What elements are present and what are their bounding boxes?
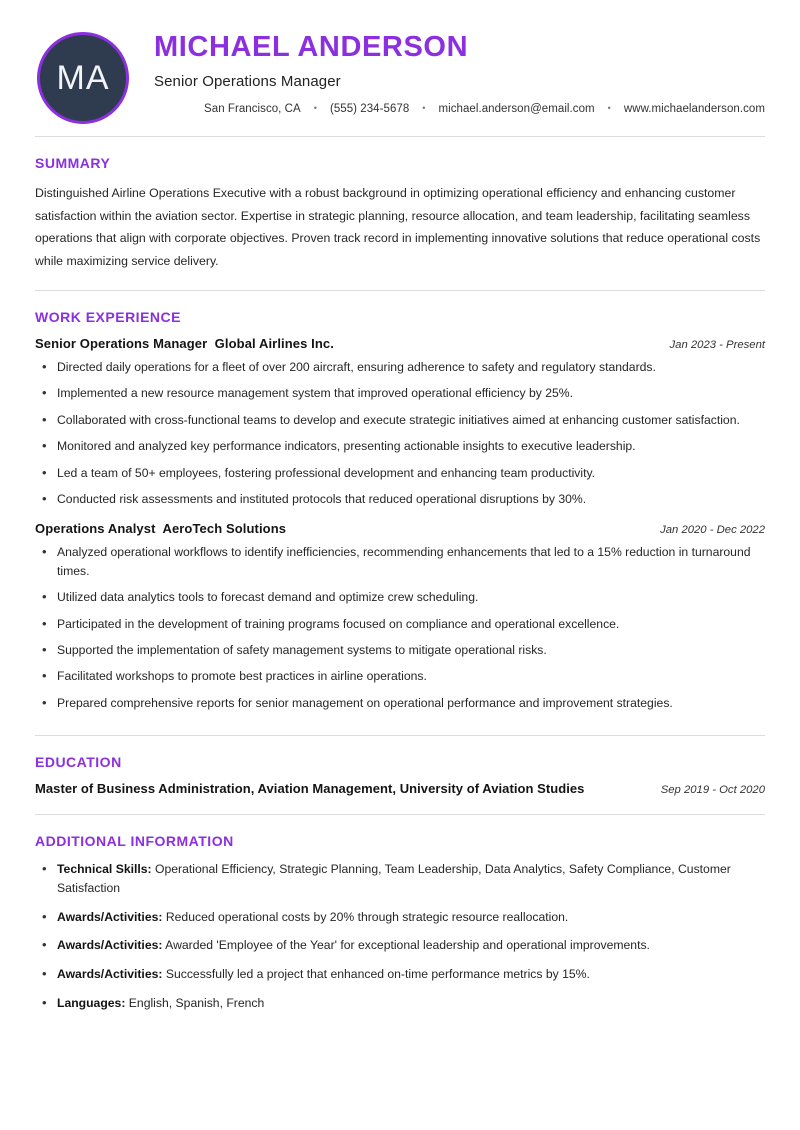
job-bullet: • Led a team of 50+ employees, fostering professional development and enhancing team productivity.: [35, 464, 765, 483]
job-header: [35, 336, 765, 351]
contact-location: San Francisco, CA: [204, 102, 301, 115]
avatar: [37, 32, 129, 124]
contact-website[interactable]: www.michaelanderson.com: [623, 102, 765, 115]
additional-info-list: [35, 860, 765, 1013]
additional-info-value: Reduced operational costs by 20% through strategic resource reallocation.: [162, 909, 569, 924]
avatar-initials: MA: [56, 59, 110, 97]
job-bullet: • Supported the implementation of safety management systems to mitigate operational risks.: [35, 641, 765, 660]
list-item: [35, 908, 765, 927]
divider-header: [35, 136, 765, 137]
additional-info-label: Languages:: [57, 996, 126, 1011]
contact-line: [154, 103, 767, 115]
divider-summary: [35, 290, 765, 291]
job-entry: [35, 521, 765, 713]
job-title-company: Senior Operations Manager Global Airlines Inc.: [35, 335, 334, 351]
section-education: [33, 754, 767, 796]
resume-header: [33, 0, 767, 136]
list-item: [35, 936, 765, 955]
job-title-company: Operations Analyst AeroTech Solutions: [35, 520, 287, 536]
additional-info-value: Awarded 'Employee of the Year' for exceptional leadership and operational improvements.: [162, 938, 650, 953]
additional-info-value: Successfully led a project that enhanced on-time performance metrics by 15%.: [162, 967, 590, 982]
job-bullet-list: [35, 543, 765, 713]
contact-separator-icon: •: [313, 103, 317, 114]
header-text-block: [154, 26, 767, 115]
job-bullet: • Prepared comprehensive reports for senior management on operational performance and improvement strategies.: [35, 694, 765, 713]
job-bullet: • Utilized data analytics tools to forecast demand and optimize crew scheduling.: [35, 588, 765, 607]
education-degree: Master of Business Administration, Aviation Management, University of Aviation Studies: [35, 780, 585, 796]
job-entry: [35, 336, 765, 509]
education-entry: [35, 781, 765, 796]
contact-email[interactable]: michael.anderson@email.com: [438, 102, 595, 115]
contact-separator-icon: •: [607, 103, 611, 114]
contact-separator-icon: •: [422, 103, 426, 114]
job-dates: Jan 2020 - Dec 2022: [660, 523, 765, 536]
divider-work-experience: [35, 735, 765, 736]
section-summary: [33, 155, 767, 273]
section-work-experience: [33, 309, 767, 735]
section-title-education: EDUCATION: [35, 753, 122, 770]
list-item: [35, 860, 765, 898]
job-bullet: • Implemented a new resource management system that improved operational efficiency by 25%.: [35, 384, 765, 403]
additional-info-label: Awards/Activities:: [57, 909, 163, 924]
section-title-work-experience: WORK EXPERIENCE: [35, 308, 181, 325]
job-dates: Jan 2023 - Present: [669, 338, 765, 351]
job-bullet: • Conducted risk assessments and instituted protocols that reduced operational disruptions by 30%.: [35, 490, 765, 509]
additional-info-value: English, Spanish, French: [125, 996, 265, 1011]
candidate-name: MICHAEL ANDERSON: [154, 31, 469, 63]
list-item: [35, 965, 765, 984]
list-item: [35, 994, 765, 1013]
job-bullet: • Facilitated workshops to promote best practices in airline operations.: [35, 667, 765, 686]
summary-text: Distinguished Airline Operations Executive with a robust background in optimizing operational efficiency and enhancing customer satisfaction within the aviation sector. Expertise in strategic planning, resource allocation, and team leadership, facilitating seamless operations that align with corporate objectives. Proven track record in implementing innovative solutions that reduce operational costs while maximizing service delivery.: [35, 186, 761, 269]
job-bullet: • Collaborated with cross-functional teams to develop and execute strategic initiatives aimed at enhancing customer satisfaction.: [35, 411, 765, 430]
job-bullet: • Monitored and analyzed key performance indicators, presenting actionable insights to executive leadership.: [35, 437, 765, 456]
section-title-additional-information: ADDITIONAL INFORMATION: [35, 832, 234, 849]
additional-info-value: Operational Efficiency, Strategic Planning, Team Leadership, Data Analytics, Safety Compliance, Customer Satisfaction: [57, 861, 731, 895]
section-additional-information: [33, 833, 767, 1013]
additional-info-label: Awards/Activities:: [57, 967, 163, 982]
candidate-job-title: Senior Operations Manager: [154, 72, 341, 90]
job-bullet: • Participated in the development of training programs focused on compliance and operational excellence.: [35, 615, 765, 634]
job-bullet: • Directed daily operations for a fleet of over 200 aircraft, ensuring adherence to safety and regulatory standards.: [35, 358, 765, 377]
additional-info-label: Awards/Activities:: [57, 938, 163, 953]
divider-education: [35, 814, 765, 815]
job-bullet: • Analyzed operational workflows to identify inefficiencies, recommending enhancements that led to a 15% reduction in turnaround times.: [35, 543, 765, 581]
additional-info-label: Technical Skills:: [57, 861, 152, 876]
job-header: [35, 521, 765, 536]
job-bullet-list: [35, 358, 765, 509]
education-dates: Sep 2019 - Oct 2020: [660, 783, 765, 796]
contact-phone[interactable]: (555) 234-5678: [329, 102, 410, 115]
section-title-summary: SUMMARY: [35, 155, 111, 171]
